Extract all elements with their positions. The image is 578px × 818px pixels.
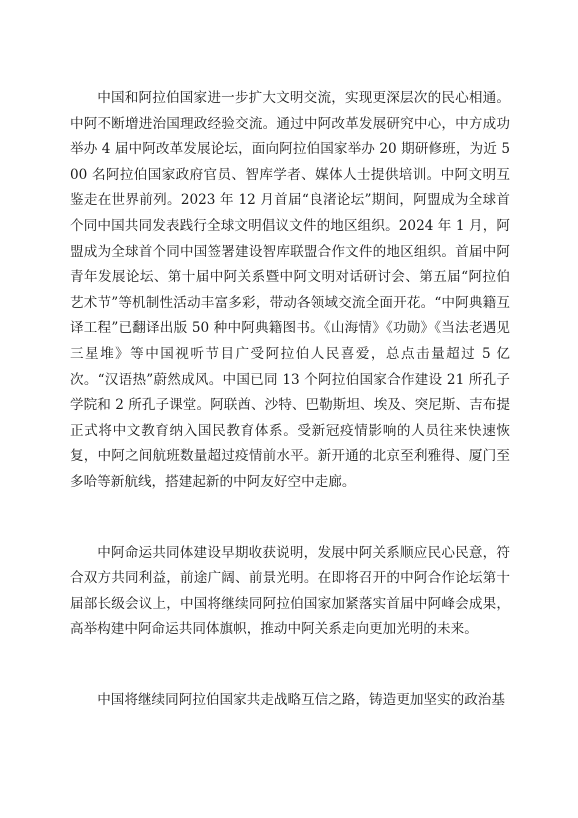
paragraph-strategic-trust: 中国将继续同阿拉伯国家共走战略互信之路，铸造更加坚实的政治基 xyxy=(97,691,505,708)
document-body xyxy=(70,86,510,713)
paragraph-civilization-exchange: 中国和阿拉伯国家进一步扩大文明交流，实现更深层次的民心相通。中阿不断增进治国理政经验交流。通过中阿改革发展研究中心，中方成功举办 4 届中阿改革发展论坛，面向阿拉伯国家举办 20 期研修班，为近 500 名阿拉伯国家政府官员、智库学者、媒体人士提供培训。中阿文明互鉴走在世界前列。2023 年 12 月首届“良渚论坛”期间，阿盟成为全球首个同中国共同发表践行全球文明倡议文件的地区组织。2024 年 1 月，阿盟成为全球首个同中国签署建设智库联盟合作文件的地区组织。首届中阿青年发展论坛、第十届中阿关系暨中阿文明对话研讨会、第五届“阿拉伯艺术节”等机制性活动丰富多彩，带动各领域交流全面开花。“中阿典籍互译工程”已翻译出版 50 种中阿典籍图书。《山海情》《功勋》《当法老遇见三星堆》等中国视听节目广受阿拉伯人民喜爱，总点击量超过 5 亿次。“汉语热”蔚然成风。中国已同 13 个阿拉伯国家合作建设 21 所孔子学院和 2 所孔子课堂。阿联酋、沙特、巴勒斯坦、埃及、突尼斯、吉布提正式将中文教育纳入国民教育体系。受新冠疫情影响的人员往来快速恢复，中阿之间航班数量超过疫情前水平。新开通的北京至利雅得、厦门至多哈等新航线，搭建起新的中阿友好空中走廊。 xyxy=(70,90,510,490)
paragraph-community-outlook: 中阿命运共同体建设早期收获说明，发展中阿关系顺应民心民意，符合双方共同利益，前途广阔、前景光明。在即将召开的中阿合作论坛第十届部长级会议上，中国将继续同阿拉伯国家加紧落实首届中阿峰会成果，高举构建中阿命运共同体旗帜，推动中阿关系走向更加光明的未来。 xyxy=(70,544,510,638)
